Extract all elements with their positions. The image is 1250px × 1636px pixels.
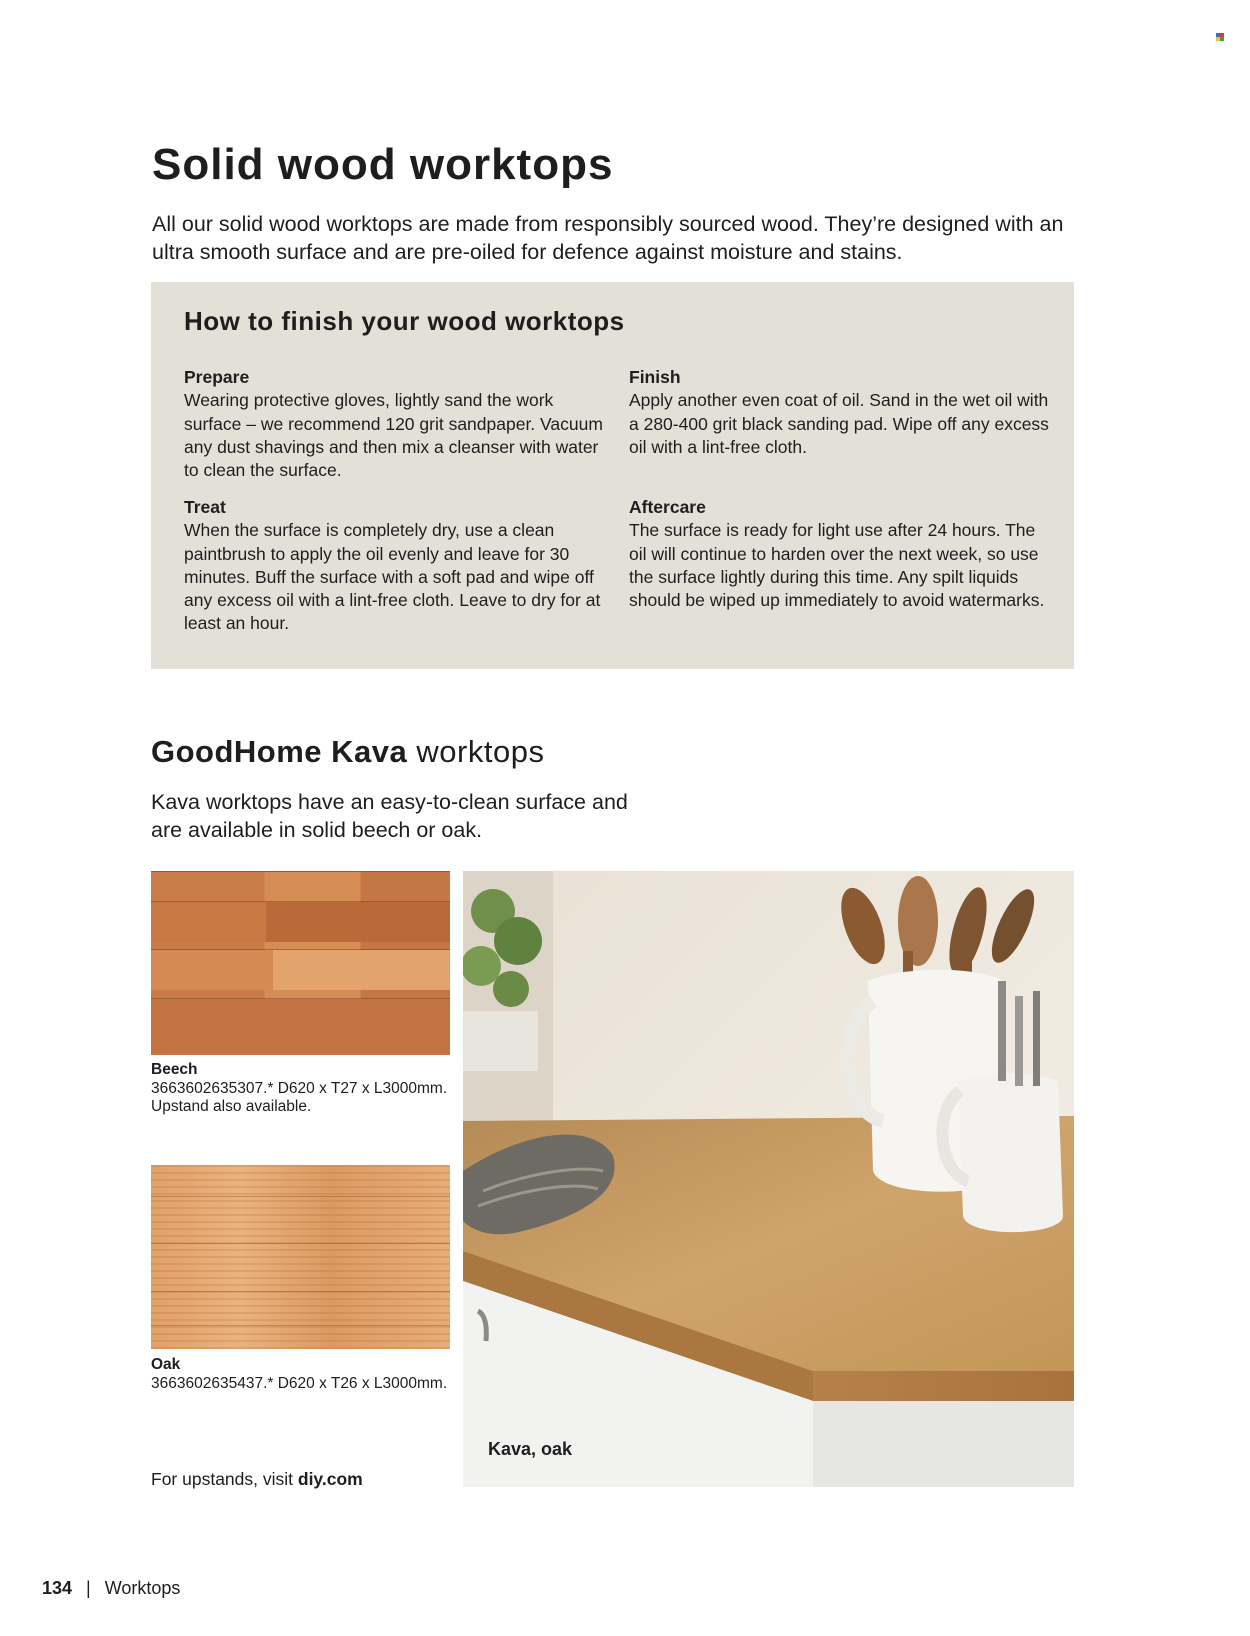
product-details: 3663602635437.* D620 x T26 x L3000mm. (151, 1374, 448, 1392)
brand-logo-icon (1216, 33, 1224, 41)
step-text: When the surface is completely dry, use a clean paintbrush to apply the oil evenly and leave for 30 minutes. Buff the surface with a soft pad and wipe off any excess oil with a lint-free cloth. Leave to dry for at least an hour. (184, 520, 601, 634)
oak-seam (151, 1243, 450, 1244)
beech-wood-swatch (151, 871, 450, 1055)
upstand-text: For upstands, visit (151, 1469, 298, 1489)
diy-link[interactable]: diy.com (297, 1469, 363, 1489)
product-details: 3663602635307.* D620 x T27 x L3000mm. (151, 1079, 448, 1097)
step-heading: Prepare (184, 367, 250, 387)
intro-paragraph: All our solid wood worktops are made from responsibly sourced wood. They’re designed with an ultra smooth surface and are pre-oiled for defence against moisture and stains. (152, 212, 1064, 264)
oak-seam (151, 1196, 450, 1197)
footer-section: Worktops (104, 1578, 181, 1598)
step-finish (629, 366, 1049, 459)
product-name: Oak (151, 1356, 181, 1373)
oak-wood-swatch (151, 1165, 450, 1349)
step-treat (184, 496, 604, 636)
beech-plank (151, 950, 273, 990)
step-aftercare (629, 496, 1049, 612)
kava-description: Kava worktops have an easy-to-clean surface and are available in solid beech or oak. (151, 790, 628, 842)
product-name: Beech (151, 1061, 198, 1078)
page-number: 134 (42, 1578, 73, 1598)
beech-plank (151, 999, 450, 1055)
step-heading: Treat (184, 497, 226, 517)
kava-heading-rest: worktops (407, 734, 545, 769)
oak-seam (151, 1291, 450, 1292)
footer-separator: | (86, 1578, 91, 1598)
step-prepare (184, 366, 604, 482)
step-heading: Aftercare (629, 497, 706, 517)
cutlery-icon (998, 981, 1040, 1086)
kitchen-scene-illustration (463, 871, 1074, 1487)
step-text: The surface is ready for light use after 24 hours. The oil will continue to harden over the next week, so use the surface lightly during this time. Any spilt liquids should be wiped up immediately to avoid watermarks. (629, 520, 1045, 611)
page-title: Solid wood worktops (152, 140, 614, 189)
step-text: Wearing protective gloves, lightly sand the work surface – we recommend 120 grit sandpaper. Vacuum any dust shavings and then mix a cleanser with water to clean the surface. (184, 390, 603, 481)
kava-heading (151, 734, 544, 770)
kava-heading-brand: GoodHome Kava (151, 734, 408, 769)
page-footer (42, 1578, 180, 1599)
step-heading: Finish (629, 367, 681, 387)
upstand-note (151, 1469, 363, 1490)
finish-guide-heading: How to finish your wood worktops (184, 306, 625, 336)
beech-label (151, 1061, 461, 1117)
finish-guide-panel (151, 282, 1074, 669)
oak-seam (151, 1325, 450, 1326)
product-note: Upstand also available. (151, 1098, 312, 1115)
kava-oak-photo (463, 871, 1074, 1487)
photo-caption: Kava, oak (488, 1439, 573, 1459)
beech-plank (266, 902, 450, 942)
oak-label (151, 1356, 461, 1393)
step-text: Apply another even coat of oil. Sand in the wet oil with a 280-400 grit black sanding pad. Wipe off any excess oil with a lint-free cloth. (629, 390, 1049, 457)
beech-plank (151, 902, 266, 942)
beech-plank (273, 950, 450, 990)
